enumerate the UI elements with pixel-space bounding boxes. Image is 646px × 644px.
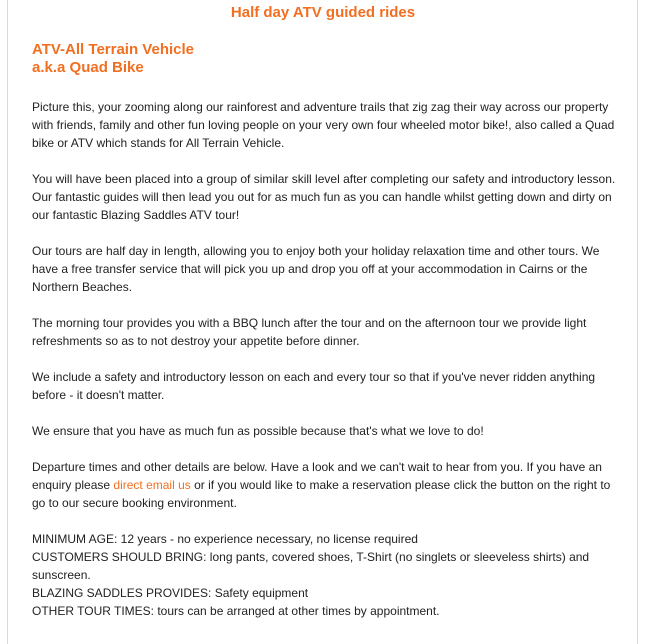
enquiry-text-after: or if you would like to make a reservation please click the button on the right to go to our secure booking environment.: [32, 478, 611, 510]
page-title: Half day ATV guided rides: [230, 4, 416, 21]
detail-provides: BLAZING SADDLES PROVIDES: Safety equipment: [32, 586, 309, 600]
detail-customers-bring: CUSTOMERS SHOULD BRING: long pants, covered shoes, T-Shirt (no singlets or sleeveless shirts) and sunscreen.: [32, 550, 590, 582]
enquiry-text-before: Departure times and other details are below. Have a look and we can't wait to hear from you. If you have an enquiry please: [32, 460, 602, 492]
heading-line-quad-bike: a.k.a Quad Bike: [32, 59, 144, 76]
tour-details: [32, 530, 622, 620]
paragraph-fun: We ensure that you have as much fun as possible because that's what we love to do!: [32, 424, 484, 438]
heading-line-atv: ATV-All Terrain Vehicle: [32, 41, 194, 58]
tour-description: [32, 98, 622, 620]
detail-other-times: OTHER TOUR TIMES: tours can be arranged at other times by appointment.: [32, 604, 440, 618]
section-heading: [32, 41, 194, 77]
direct-email-link[interactable]: direct email us: [113, 478, 191, 492]
paragraph-meals: The morning tour provides you with a BBQ lunch after the tour and on the afternoon tour we provide light refreshments so as to not destroy your appetite before dinner.: [32, 316, 587, 348]
paragraph-tour-length: Our tours are half day in length, allowing you to enjoy both your holiday relaxation time and other tours. We have a free transfer service that will pick you up and drop you off at your accommodation in Cairns or the Northern Beaches.: [32, 244, 600, 294]
paragraph-guides: You will have been placed into a group of similar skill level after completing our safety and introductory lesson. Our fantastic guides will then lead you out for as much fun as you can handle whilst getting down and dirty on our fantastic Blazing Saddles ATV tour!: [32, 172, 616, 222]
paragraph-safety: We include a safety and introductory lesson on each and every tour so that if you've never ridden anything before - it doesn't matter.: [32, 370, 596, 402]
paragraph-intro: Picture this, your zooming along our rainforest and adventure trails that zig zag their way across our property with friends, family and other fun loving people on your very own four wheeled motor bike!, also called a Quad bike or ATV which stands for All Terrain Vehicle.: [32, 100, 615, 150]
paragraph-enquiry: [32, 458, 622, 512]
detail-minimum-age: MINIMUM AGE: 12 years - no experience necessary, no license required: [32, 532, 418, 546]
